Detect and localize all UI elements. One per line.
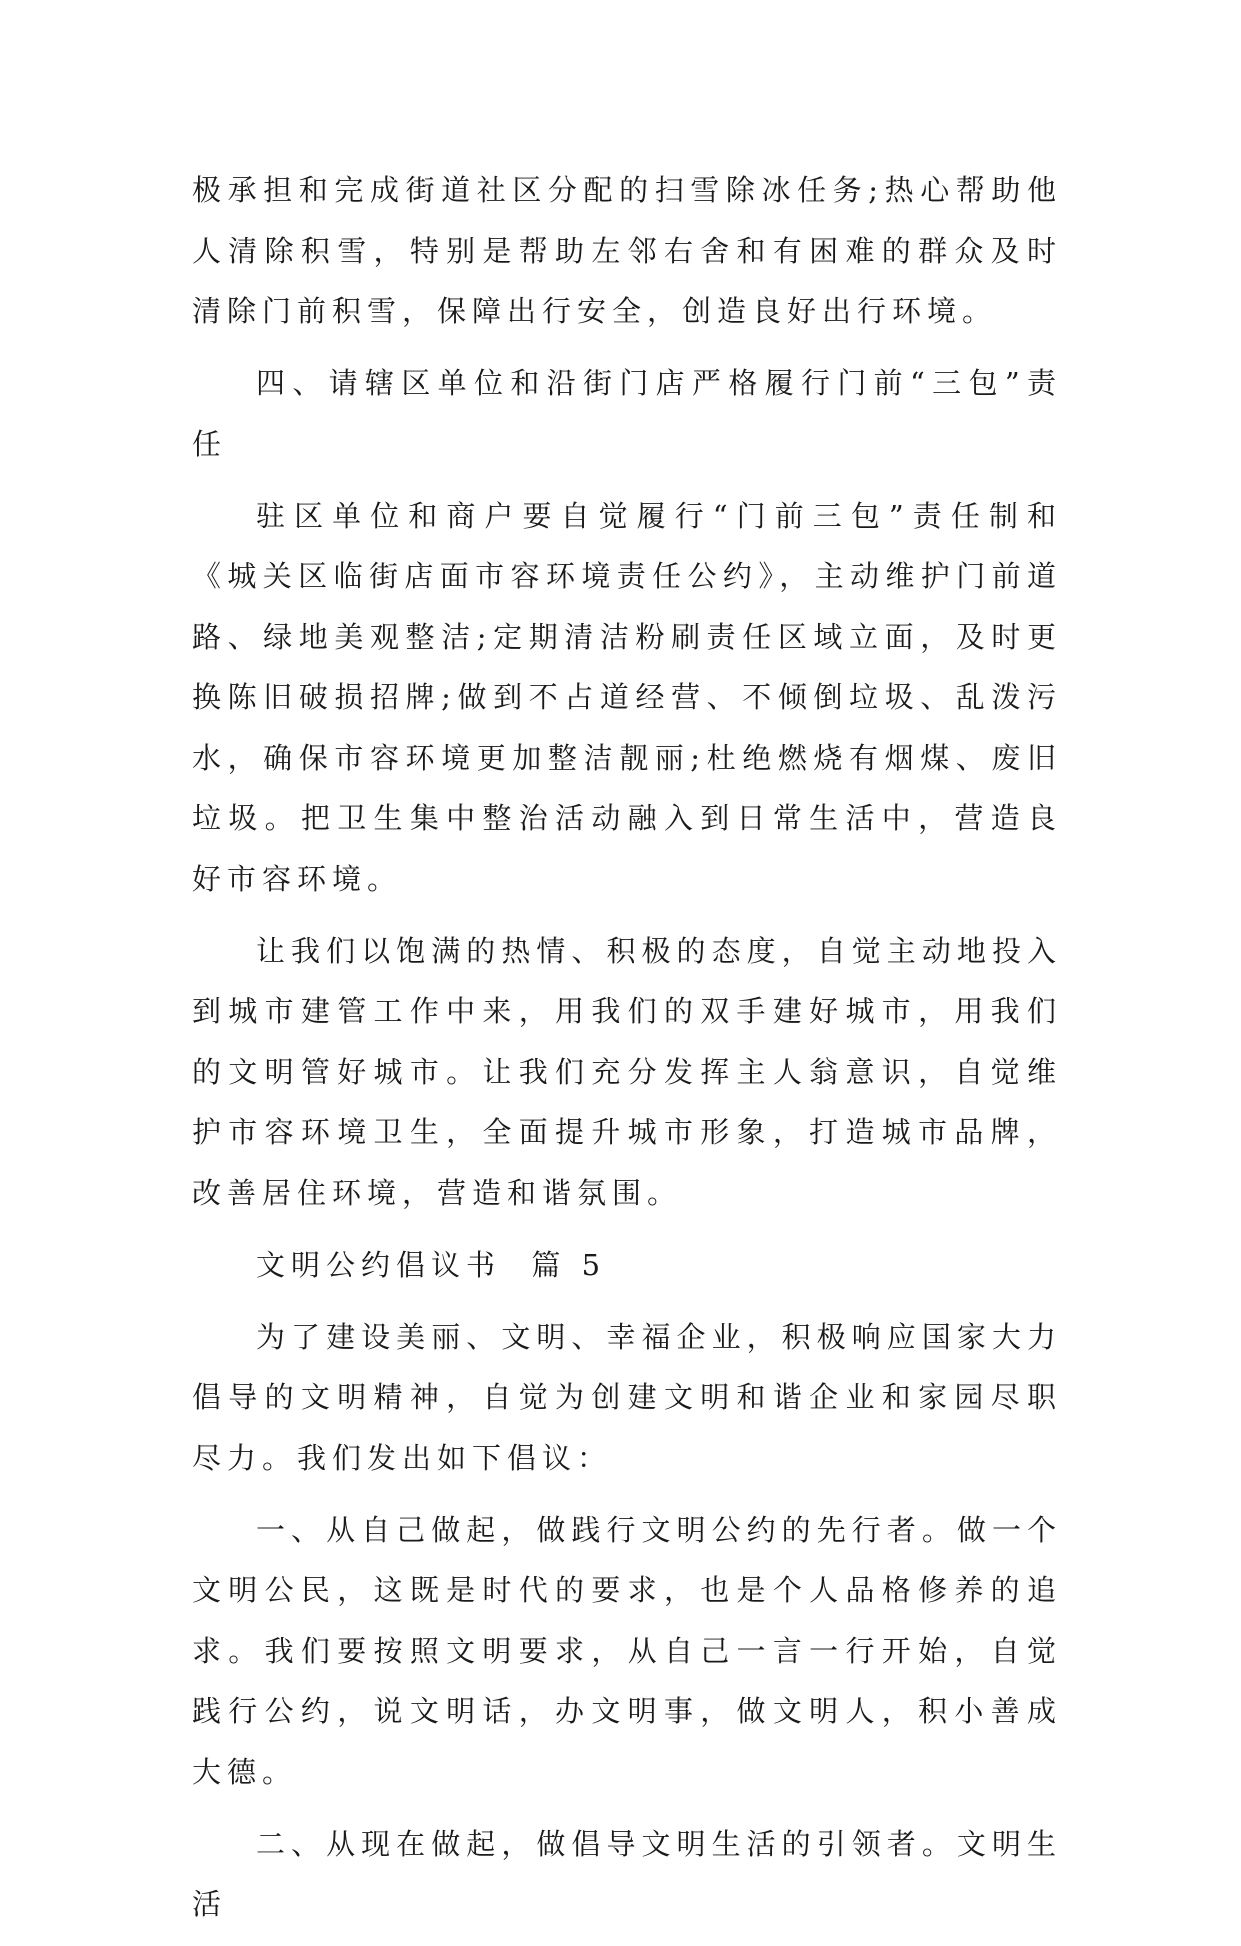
section-heading-four: 四、请辖区单位和沿街门店严格履行门前“三包”责任 [192,366,1062,461]
article-title-part-5: 文明公约倡议书 篇 5 [256,1247,607,1282]
paragraph-storefront-duty: 驻区单位和商户要自觉履行“门前三包”责任制和《城关区临街店面市容环境责任公约》，主动维护门前道路、绿地美观整洁;定期清洁粉刷责任区域立面，及时更换陈旧破损招牌;做到不占道经营、不倾倒垃圾、乱泼污水，确保市容环境更加整洁靓丽;杜绝燃烧有烟煤、废旧垃圾。把卫生集中整治活动融入到日常生活中，营造良好市容环境。 [192,498,1062,896]
paragraph-call-to-action: 让我们以饱满的热情、积极的态度，自觉主动地投入到城市建管工作中来，用我们的双手建好城市，用我们的文明管好城市。让我们充分发挥主人翁意识，自觉维护市容环境卫生，全面提升城市形象，打造城市品牌，改善居住环境，营造和谐氛围。 [192,933,1062,1210]
paragraph-intro: 为了建设美丽、文明、幸福企业，积极响应国家大力倡导的文明精神，自觉为创建文明和谐企业和家园尽职尽力。我们发出如下倡议： [192,1319,1062,1475]
paragraph-snow-clearing: 极承担和完成街道社区分配的扫雪除冰任务;热心帮助他人清除积雪，特别是帮助左邻右舍和有困难的群众及时清除门前积雪，保障出行安全，创造良好出行环境。 [192,173,1062,328]
paragraph-point-one: 一、从自己做起，做践行文明公约的先行者。做一个文明公民，这既是时代的要求，也是个人品格修养的追求。我们要按照文明要求，从自己一言一行开始，自觉践行公约，说文明话，办文明事，做文明人，积小善成大德。 [192,1512,1062,1789]
document-body [192,160,1062,1946]
paragraph-point-two: 二、从现在做起，做倡导文明生活的引领者。文明生活 [192,1826,1062,1921]
